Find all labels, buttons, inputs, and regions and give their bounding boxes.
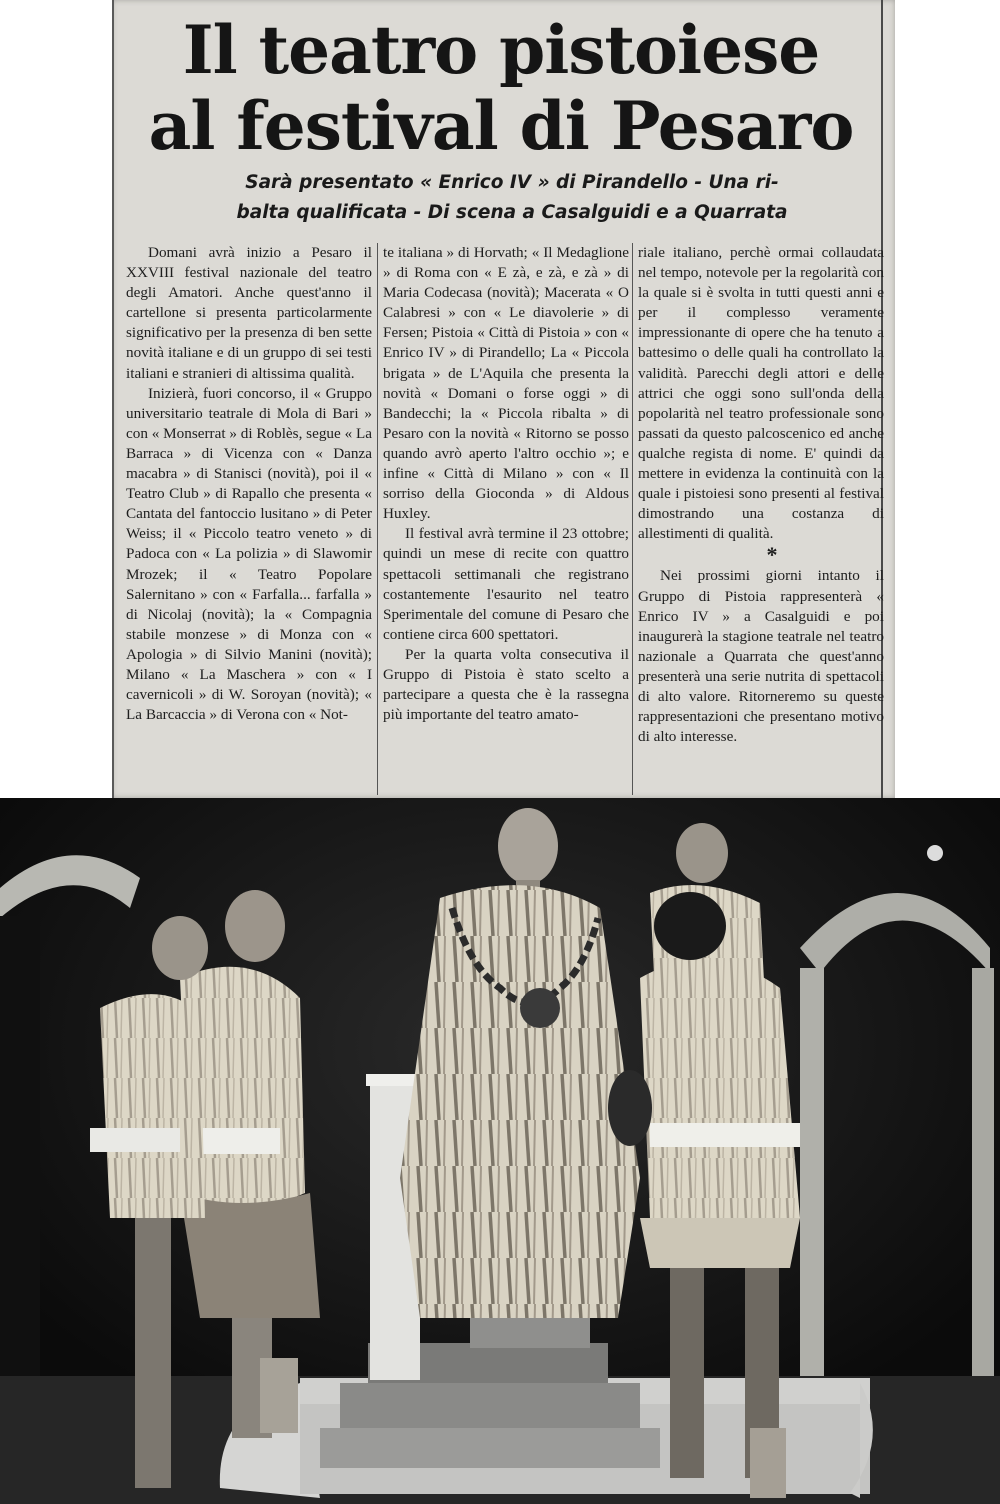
- column-1-paragraph-2: Inizierà, fuori concorso, il « Gruppo universitario teatrale di Mola di Bari » con « Monserrat » di Roblès, segue « La Barraca » di Vicenza con « Danza macabra » di Stanisci (novità), poi il « Teatro Club » di Rapallo che presenta « Cantata del fantoccio lusitano » di Peter Weiss; il « Piccolo teatro veneto » di Padoca con « La polizia » di Slawomir Mrozek; il « Teatro Popolare Salernitano » con « Farfalla... farfalla » di Nicolaj (novità); la « Compagnia stabile monzese » di Monza con « Apologia » di Silvio Manini (novità); Milano « La Maschera » con « I cavernicoli » di W. Soroyan (novità); « La Barcaccia » di Verona con « Not-: [126, 384, 372, 724]
- column-2-paragraph-2: Il festival avrà termine il 23 ottobre; quindi un mese di recite con quattro spettacoli settimanali che registrano costantemente l'esaurito nel teatro Sperimentale del comune di Pesaro che contiene circa 600 spettatori.: [383, 525, 629, 643]
- newspaper-clipping: [112, 0, 895, 798]
- subhead-line-1: Sarà presentato « Enrico IV » di Pirandello - Una ri-: [245, 172, 779, 193]
- column-3-paragraph-1: riale italiano, perchè ormai collaudata nel tempo, notevole per la regolarità con la quale si è svolta in tutti questi anni e per il complesso veramente impressionante di opere che ha tenuto a battesimo o delle quali ha controllato la validità. Parecchi degli attori e delle attrici che oggi sono sull'onda della popolarità nel teatro professionale sono passati da questo palcoscenico ed anche qualche regista di nome. E' quindi da mettere in evidenza la continuità con la quale i pistoiesi sono presenti al festival dimostrando una costanza di allestimenti di qualità.: [638, 244, 884, 543]
- stage-photograph: [0, 798, 1000, 1504]
- headline-line-1: Il teatro pistoiese: [182, 11, 820, 89]
- article-column-2: [383, 243, 629, 798]
- stage-scene: [0, 798, 1000, 1504]
- column-divider: [632, 243, 633, 795]
- stage-light: [927, 845, 943, 861]
- section-separator: *: [766, 542, 778, 568]
- column-2-paragraph-3: Per la quarta volta consecutiva il Gruppo di Pistoia è stato scelto a partecipare a questa che è la rassegna più importante del teatro amato-: [383, 645, 629, 724]
- column-divider: [377, 243, 378, 795]
- headline-line-2: al festival di Pesaro: [148, 87, 854, 165]
- article-column-3: [638, 243, 884, 798]
- column-2-paragraph-1: te italiana » di Horvath; « Il Medaglione » di Roma con « E zà, e zà, e zà » di Maria Codecasa (novità); Macerata « O Calabresi » con « Le diavolerie » di Fersen; Pistoia « Città di Pistoia » con « Enrico IV » di Pirandello; La « Piccola brigata » de L'Aquila che presenta la novità « Domani o forse oggi » di Bandecchi; la « Piccola ribalta » di Pesaro con la novità « Ritorno se posso quando avrò aperto l'altro occhio »; e infine « Città di Milano » con « Il sorriso della Gioconda » di Aldous Huxley.: [383, 244, 629, 523]
- column-1-paragraph-1: Domani avrà inizio a Pesaro il XXVIII festival nazionale del teatro degli Amatori. Anche quest'anno il cartellone si presenta particolarmente significativo per la presenza di ben sette novità italiane e di un gruppo di sei testi italiani e stranieri di altissima qualità.: [126, 244, 372, 382]
- clipping-left-edge: [112, 0, 114, 798]
- article-column-1: [126, 243, 372, 798]
- article-headline: [116, 12, 886, 164]
- subhead-line-2: balta qualificata - Di scena a Casalguidi e a Quarrata: [236, 202, 788, 223]
- column-3-paragraph-2: Nei prossimi giorni intanto il Gruppo di Pistoia rappresenterà « Enrico IV » a Casalguidi e poi inaugurerà la stagione teatrale nel teatro nazionale a Quarrata che quest'anno presenterà una serie nutrita di spettacoli di alto valore. Ritorneremo su queste rappresentazioni che presentano motivo di alto interesse.: [638, 567, 884, 746]
- article-subheadline: [172, 168, 852, 228]
